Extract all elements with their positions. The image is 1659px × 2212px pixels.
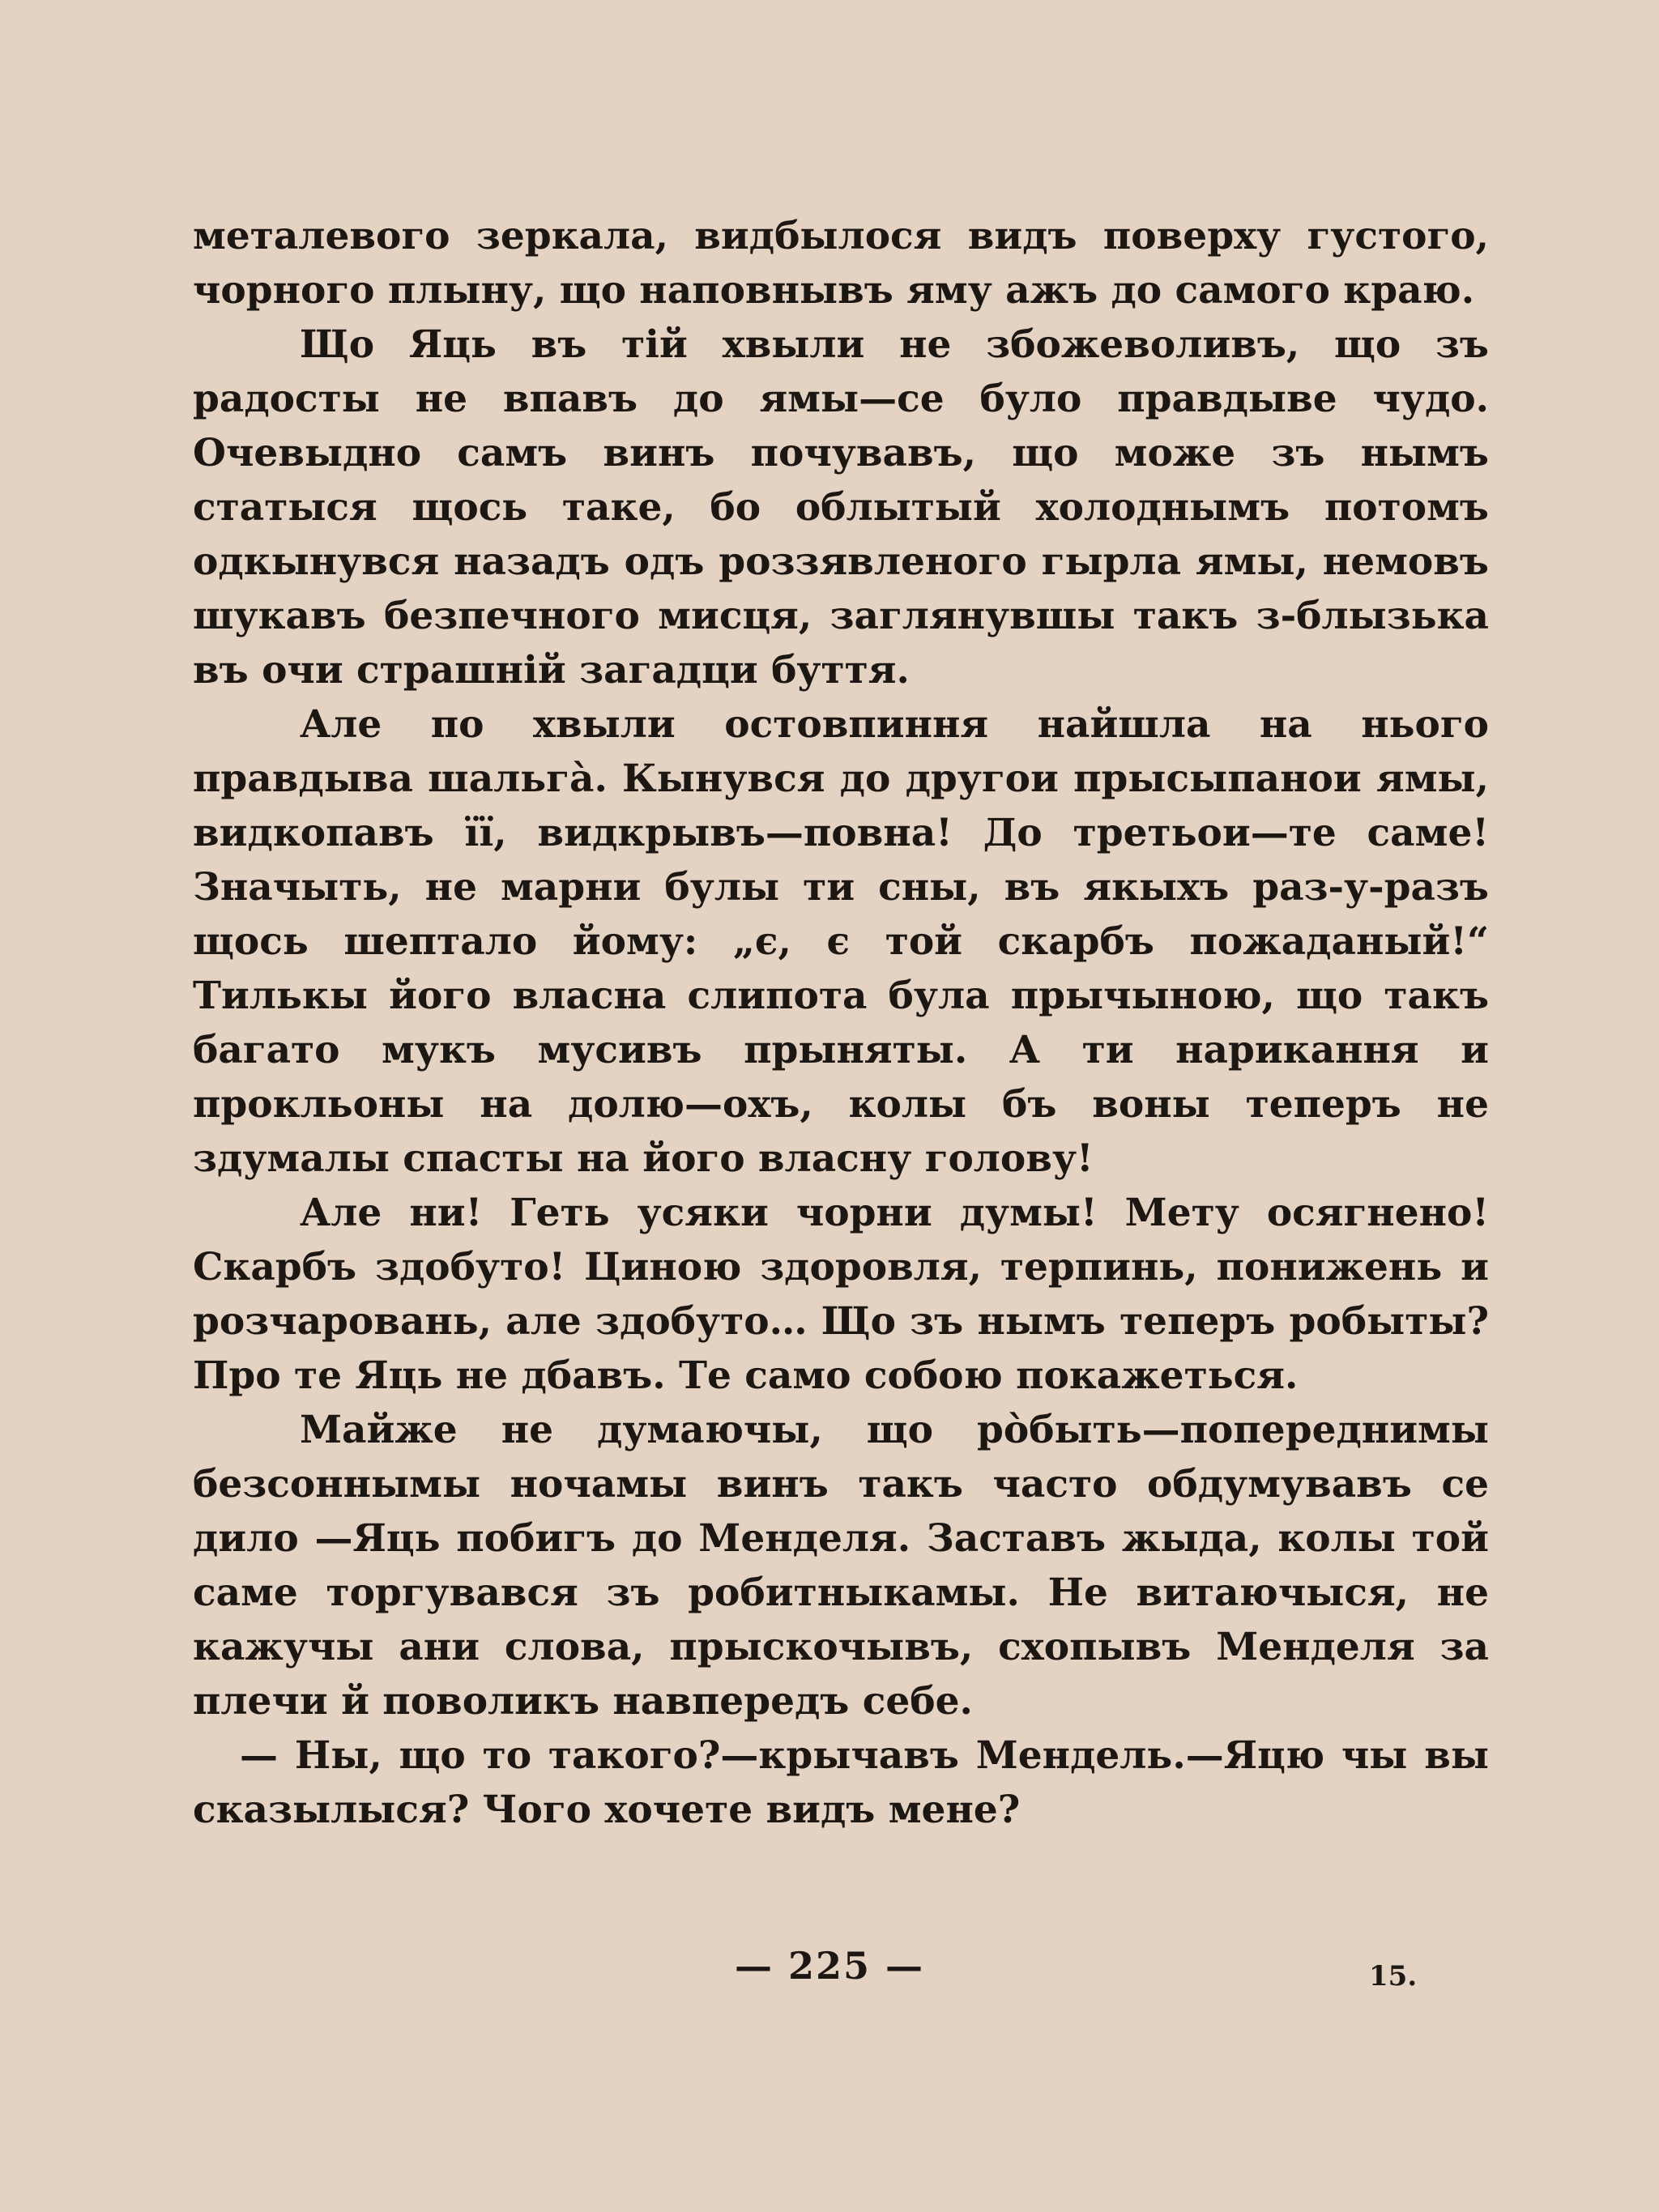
paragraph-5: Майже не думаючы, що рòбыть—попереднимы безсоннымы ночамы винъ такъ часто обдумувавъ се дило —Яць побигъ до Менделя. Заставъ жыда, колы той саме торгувався зъ робитныкамы. Не витаючыся, не кажучы ани слова, прыскочывъ, схопывъ Менделя за плечи й поволикъ навпередъ себе. (193, 1408, 1489, 1724)
signature-mark: 15. (1369, 1960, 1418, 1993)
paragraph-6: — Ны, що то такого?—крычавъ Мендель.—Яцю чы вы сказылыся? Чого хочете видъ мене? (193, 1733, 1489, 1832)
body-text (193, 209, 1489, 1837)
page-number: — 225 — (734, 1944, 925, 1988)
paragraph-4: Але ни! Геть усяки чорни думы! Мету осягнено! Скарбъ здобуто! Циною здоровля, терпинь, понижень и розчаровань, але здобуто… Що зъ нымъ теперъ робыты? Про те Яць не дбавъ. Те само собою покажеться. (193, 1191, 1489, 1398)
paragraph-1: металевого зеркала, видбылося видъ поверху густого, чорного плыну, що наповнывъ яму ажъ до самого краю. (193, 214, 1489, 313)
paragraph-2: Що Яць въ тій хвыли не збожеволивъ, що зъ радосты не впавъ до ямы—се було правдыве чудо. Очевыдно самъ винъ почувавъ, що може зъ нымъ статыся щось таке, бо облытый холоднымъ потомъ одкынувся назадъ одъ роззявленого гырла ямы, немовъ шукавъ безпечного мисця, заглянувшы такъ з-блызька въ очи страшній загадци буття. (193, 322, 1489, 693)
paragraph-3: Але по хвыли остовпиння найшла на нього правдыва шальгà. Кынувся до другои прысыпанои ямы, видкопавъ її, видкрывъ—повна! До третьои—те саме! Значыть, не марни булы ти сны, въ якыхъ раз-у-разъ щось шептало йому: „є, є той скарбъ пожаданый!“ Тилькы його власна слипота була прычыною, що такъ багато мукъ мусивъ прыняты. А ти нарикання и прокльоны на долю—охъ, колы бъ воны теперъ не здумалы спасты на його власну голову! (193, 702, 1489, 1181)
